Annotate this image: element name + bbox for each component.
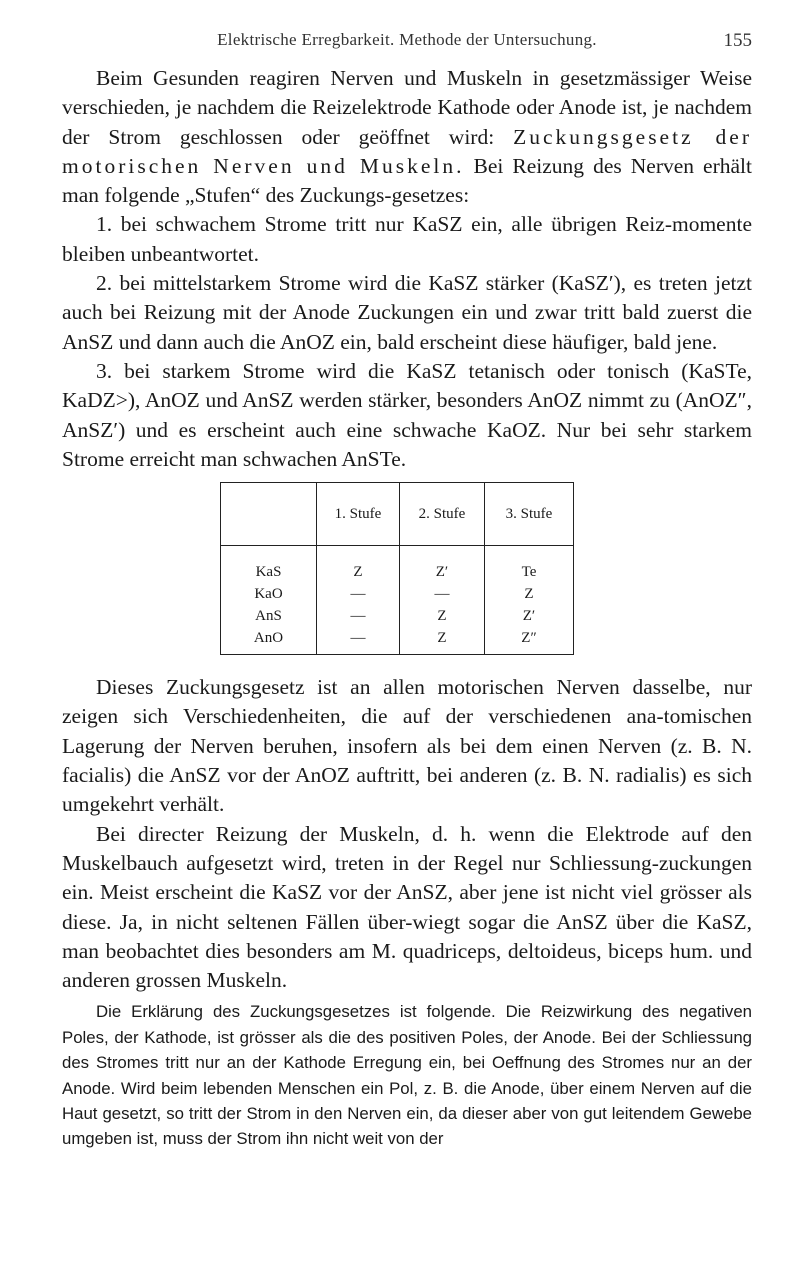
book-page — [62, 30, 752, 1152]
paragraph-erklaerung: Die Erklärung des Zuckungsgesetzes ist folgende. Die Reizwirkung des negativen Poles, der Kathode, ist grösser als die des positiven Poles, der Anode. Bei der Schliessung des Stromes tritt nur an der Kathode Erregung ein, bei Oeffnung des Stromes nur an der Anode. Wird beim lebenden Menschen ein Pol, z. B. die Anode, über einem Nerven auf die Haut gesetzt, so tritt der Strom in den Nerven ein, da dieser aber von gut leitendem Gewebe umgeben ist, muss der Strom ihn nicht weit von der — [62, 1002, 752, 1149]
para1-end: Bei Reizung des Nerven erhält man folgende „Stufen“ des Zuckungs-gesetzes: — [62, 153, 752, 208]
table-cell: — — [317, 627, 400, 655]
table-header-cell: 2. Stufe — [400, 483, 485, 546]
stufen-table — [220, 482, 574, 655]
paragraph-directe-reizung: Bei directer Reizung der Muskeln, d. h. wenn die Elektrode auf den Muskelbauch aufgesetzt wird, treten in der Regel nur Schliessung-zuckungen ein. Meist erscheint die KaSZ vor der AnSZ, aber jene ist nicht viel grösser als diese. Ja, in nicht seltenen Fällen über-wiegt sogar die AnSZ über die KaSZ, man beobachtet dies besonders am M. quadriceps, deltoideus, biceps hum. und anderen grossen Muskeln. — [62, 821, 752, 993]
table-cell: Z′ — [485, 605, 574, 627]
table-cell: — — [317, 605, 400, 627]
table-cell: Te — [485, 546, 574, 584]
table-cell: Z — [400, 627, 485, 655]
table-cell: KaS — [221, 546, 317, 584]
table-header-row — [221, 483, 574, 546]
table-cell: Z″ — [485, 627, 574, 655]
stufe-1-item: 1. bei schwachem Strome tritt nur KaSZ ein, alle übrigen Reiz-momente bleiben unbeantwortet. — [62, 212, 752, 266]
table-row — [221, 627, 574, 655]
paragraph-verschiedenheiten: Dieses Zuckungsgesetz ist an allen motorischen Nerven dasselbe, nur zeigen sich Verschiedenheiten, die auf der verschiedenen ana-tomischen Lagerung der Nerven beruhen, insofern als bei dem einen Nerven (z. B. N. facialis) die AnSZ vor der AnOZ auftritt, bei anderen (z. B. N. radialis) es sich umgekehrt verhält. — [62, 675, 752, 817]
para1-start: Beim Gesunden reagiren Nerven und Muskeln in gesetzmässiger Weise verschieden, je nachdem die Reizelektrode Kathode oder Anode ist, je nachdem der Strom geschlossen oder geöffnet wird: — [62, 66, 752, 149]
table-header-cell — [221, 483, 317, 546]
table-cell: — — [317, 583, 400, 605]
table-cell: Z — [317, 546, 400, 584]
page-number: 155 — [723, 30, 752, 51]
table-row — [221, 605, 574, 627]
table-cell: AnS — [221, 605, 317, 627]
stufe-2-item: 2. bei mittelstarkem Strome wird die KaSZ stärker (KaSZ′), es treten jetzt auch bei Reizung mit der Anode Zuckungen ein und zwar tritt bald zuerst die AnSZ und dann auch die AnOZ ein, bald erscheint diese häufiger, bald jene. — [62, 271, 752, 354]
paragraph-zuckungsgesetz — [62, 64, 752, 210]
table-cell: Z — [485, 583, 574, 605]
table-cell: — — [400, 583, 485, 605]
table-cell: Z′ — [400, 546, 485, 584]
table-cell: Z — [400, 605, 485, 627]
table-header-cell: 3. Stufe — [485, 483, 574, 546]
running-title: Elektrische Erregbarkeit. Methode der Untersuchung. — [217, 30, 597, 49]
spaced-heading: Zuckungsgesetz der motorischen Nerven und Muskeln. — [62, 124, 752, 178]
table-header-cell: 1. Stufe — [317, 483, 400, 546]
table-row — [221, 583, 574, 605]
stufe-3-item: 3. bei starkem Strome wird die KaSZ tetanisch oder tonisch (KaSTe, KaDZ>), AnOZ und AnSZ werden stärker, besonders AnOZ nimmt zu (AnOZ″, AnSZ′) und es erscheint auch eine schwache KaOZ. Nur bei sehr starkem Strome erreicht man schwachen AnSTe. — [62, 358, 752, 471]
running-header — [62, 30, 752, 64]
table-row — [221, 546, 574, 584]
table-cell: KaO — [221, 583, 317, 605]
table-cell: AnO — [221, 627, 317, 655]
